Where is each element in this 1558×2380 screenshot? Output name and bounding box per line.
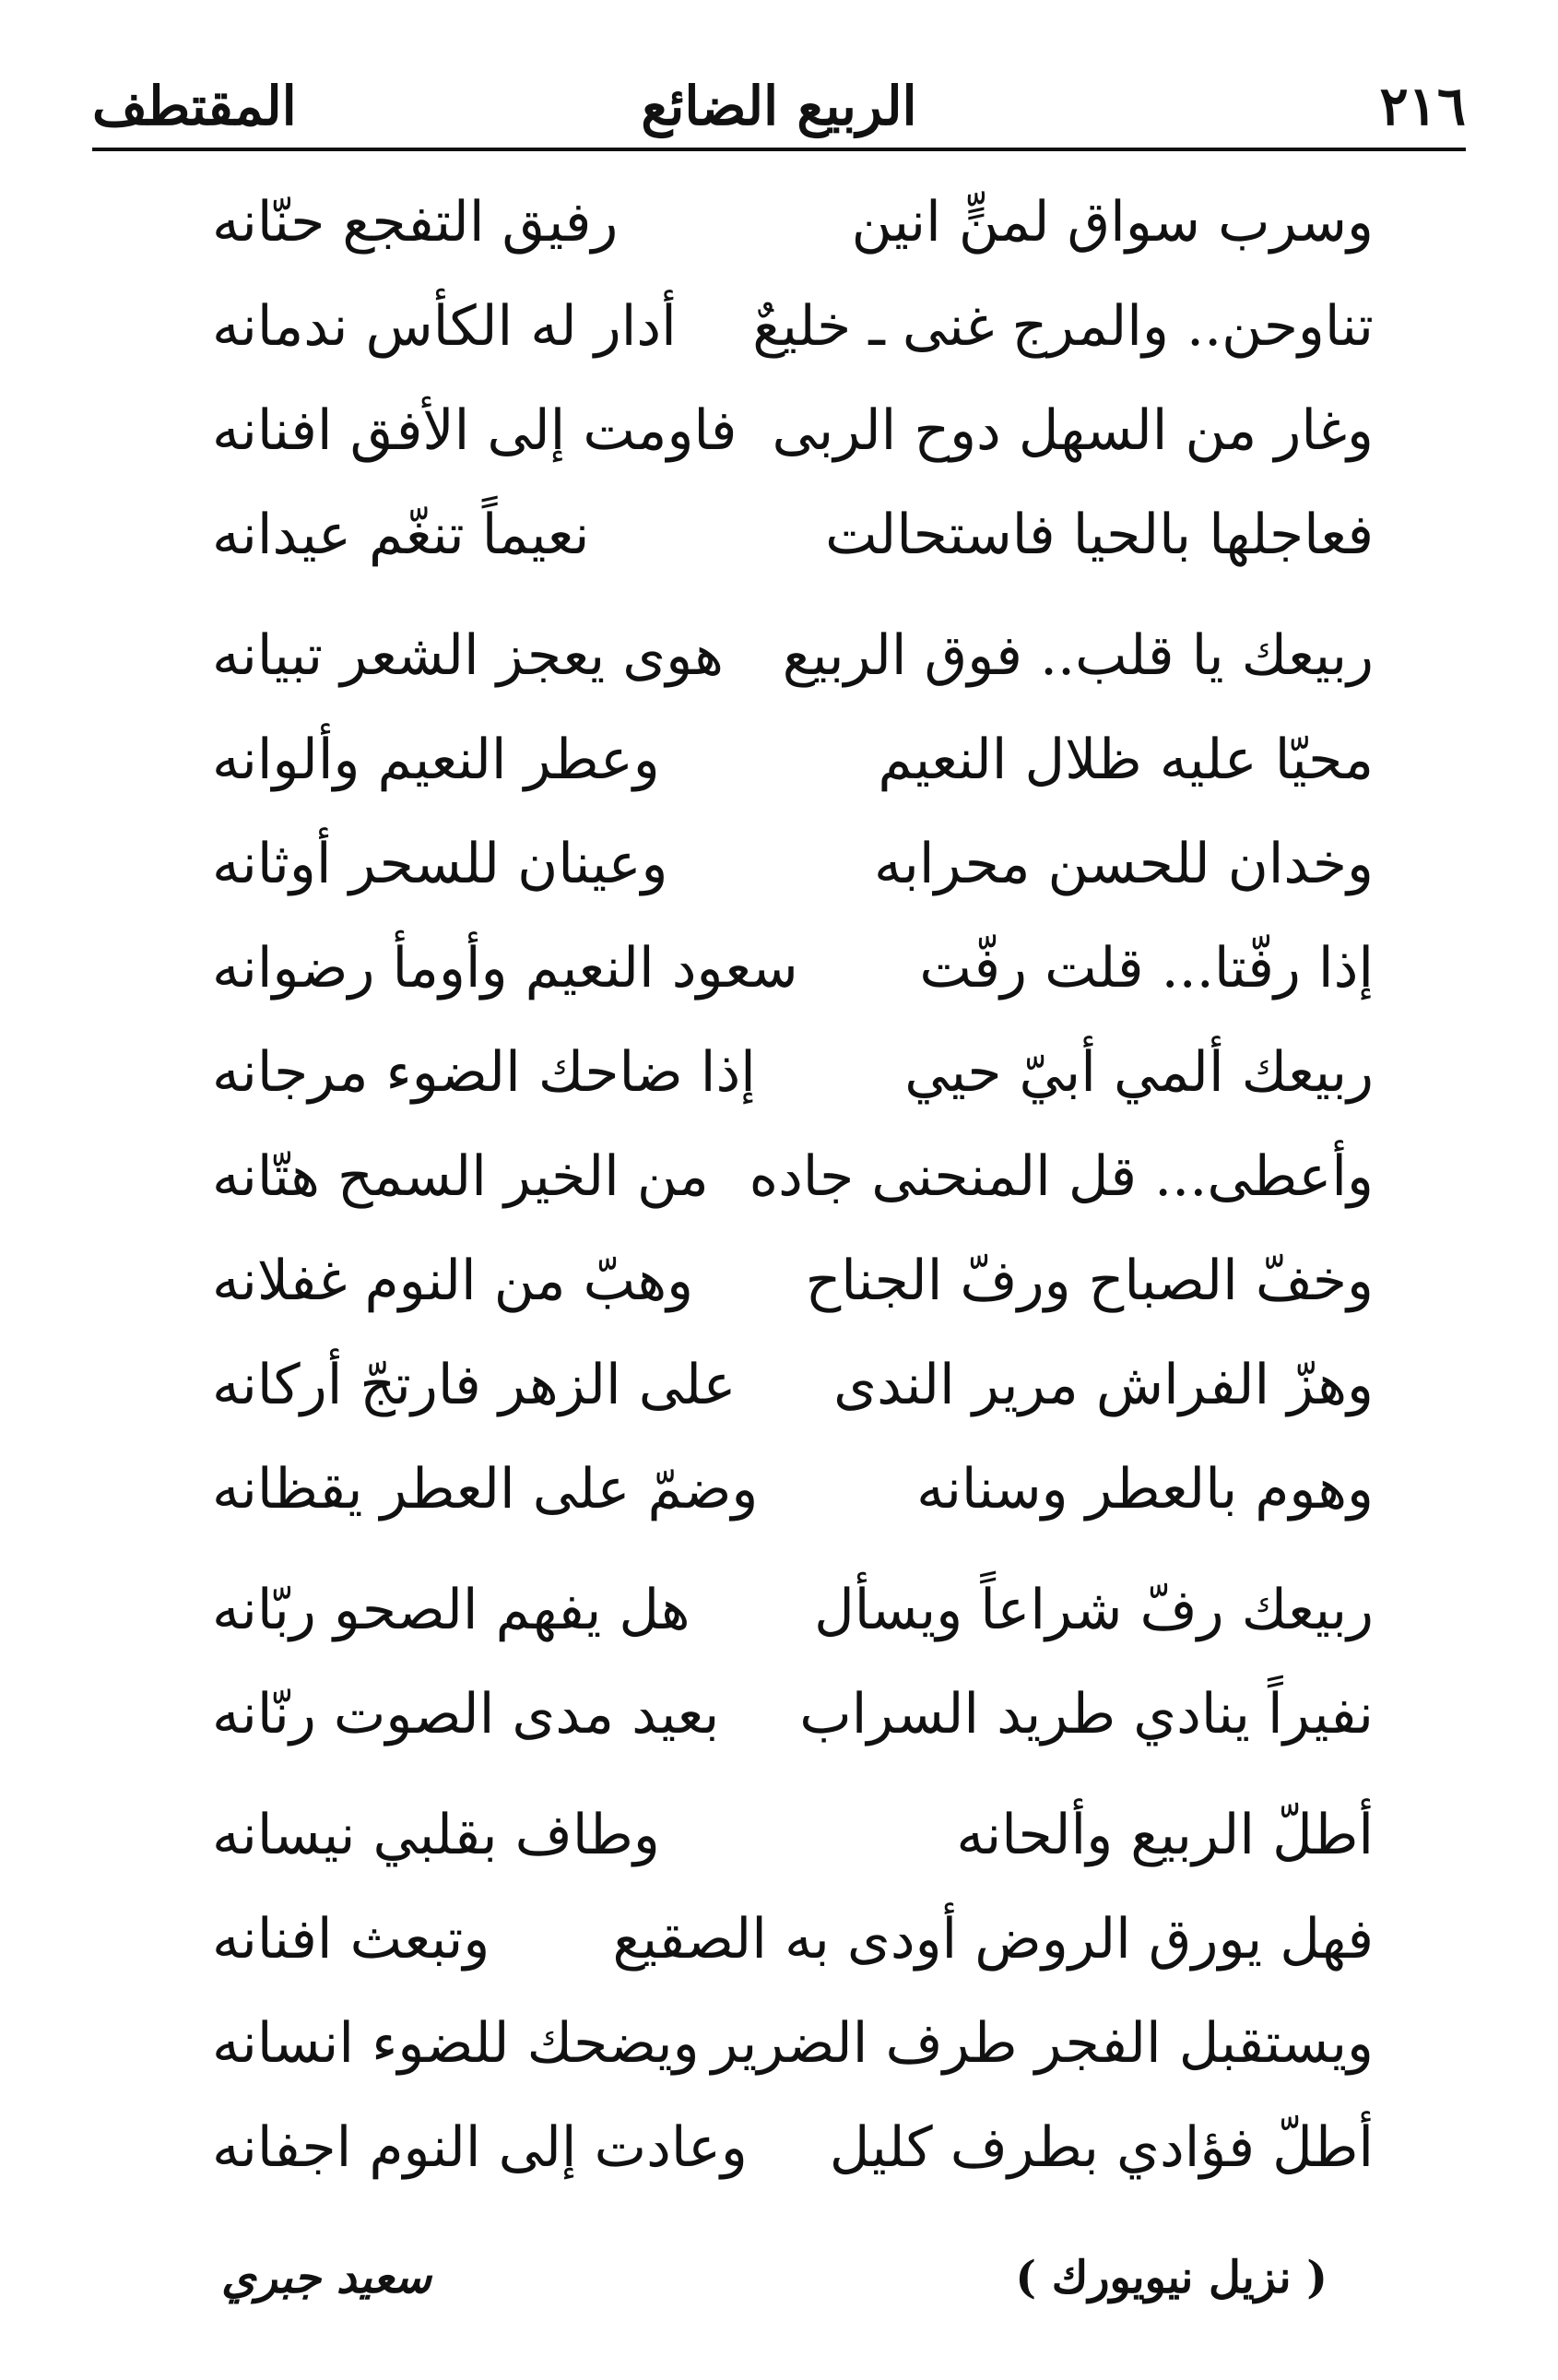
first-hemistich: وغار من السهل دوح الربى [772,398,1374,463]
couplet [212,171,1374,275]
first-hemistich: وخدان للحسن محرابه [873,832,1374,896]
first-hemistich: ويستقبل الفجر طرف الضرير [711,2011,1374,2076]
first-hemistich: فهل يورق الروض أودى به الصقيع [612,1907,1374,1971]
couplet [212,275,1374,379]
second-hemistich: فاومت إلى الأفق افنانه [212,398,738,463]
second-hemistich: نعيماً تنغّم عيدانه [212,503,590,567]
header-rule [92,148,1466,151]
first-hemistich: وهوم بالعطر وسنانه [916,1457,1374,1522]
second-hemistich: وهبّ من النوم غفلانه [212,1249,694,1313]
page-footer [221,2241,1328,2315]
first-hemistich: أطلّ الربيع وألحانه [956,1803,1374,1867]
second-hemistich: هوى يعجز الشعر تبيانه [212,623,724,688]
couplet [212,1229,1374,1333]
first-hemistich: تناوحن.. والمرج غنى ـ خليعٌ [752,294,1374,359]
second-hemistich: أدار له الكأس ندمانه [212,294,677,359]
second-hemistich: إذا ضاحك الضوء مرجانه [212,1040,756,1105]
second-hemistich: سعود النعيم وأومأ رضوانه [212,936,798,1001]
second-hemistich: وعادت إلى النوم اجفانه [212,2115,748,2180]
second-hemistich: على الزهر فارتجّ أركانه [212,1353,737,1417]
poet-signature: سعيد جبري [221,2252,431,2303]
first-hemistich: محيّا عليه ظلال النعيم [878,728,1374,792]
first-hemistich: وخفّ الصباح ورفّ الجناح [805,1249,1374,1313]
second-hemistich: وتبعث افنانه [212,1907,490,1971]
magazine-name: المقتطف [92,75,297,137]
first-hemistich: ربيعك رفّ شراعاً ويسأل [814,1578,1374,1642]
page-number: ٢١٦ [1379,75,1466,137]
couplet [212,1888,1374,1992]
second-hemistich: وعينان للسحر أوثانه [212,832,668,896]
couplet [212,1992,1374,2096]
couplet [212,1125,1374,1229]
couplet [212,1021,1374,1125]
couplet [212,708,1374,812]
second-hemistich: هل يفهم الصحو ربّانه [212,1578,690,1642]
first-hemistich: أطلّ فؤادي بطرف كليل [829,2115,1374,2180]
couplet [212,1438,1374,1542]
couplet [212,1783,1374,1888]
first-hemistich: وسرب سواق لمنٍّ انين [851,190,1374,255]
second-hemistich: من الخير السمح هتّانه [212,1144,709,1209]
couplet [212,379,1374,483]
first-hemistich: إذا رفّتا... قلت رفّت [919,936,1374,1001]
first-hemistich: نفيراً ينادي طريد السراب [799,1682,1374,1747]
first-hemistich: وهزّ الفراش مرير الندى [833,1353,1374,1417]
poem [212,171,1374,2200]
couplet [212,483,1374,587]
second-hemistich: ويضحك للضوء انسانه [212,2011,700,2076]
first-hemistich: وأعطى... قل المنحنى جاده [749,1144,1374,1209]
second-hemistich: وطاف بقلبي نيسانه [212,1803,660,1867]
running-title: الربيع الضائع [641,75,917,137]
couplet [212,1663,1374,1767]
second-hemistich: رفيق التفجع حنّانه [212,190,619,255]
first-hemistich: فعاجلها بالحيا فاستحالت [825,503,1374,567]
couplet [212,604,1374,708]
couplet [212,1333,1374,1438]
second-hemistich: بعيد مدى الصوت رنّانه [212,1682,720,1747]
second-hemistich: وعطر النعيم وألوانه [212,728,660,792]
second-hemistich: وضمّ على العطر يقظانه [212,1457,759,1522]
couplet [212,2096,1374,2200]
page-header [92,55,1466,157]
first-hemistich: ربيعك يا قلب.. فوق الربيع [782,623,1374,688]
first-hemistich: ربيعك ألمي أبيّ حيي [904,1040,1374,1105]
poet-location: ( نزيل نيويورك ) [1015,2252,1328,2303]
couplet [212,812,1374,917]
couplet [212,1558,1374,1663]
couplet [212,917,1374,1021]
